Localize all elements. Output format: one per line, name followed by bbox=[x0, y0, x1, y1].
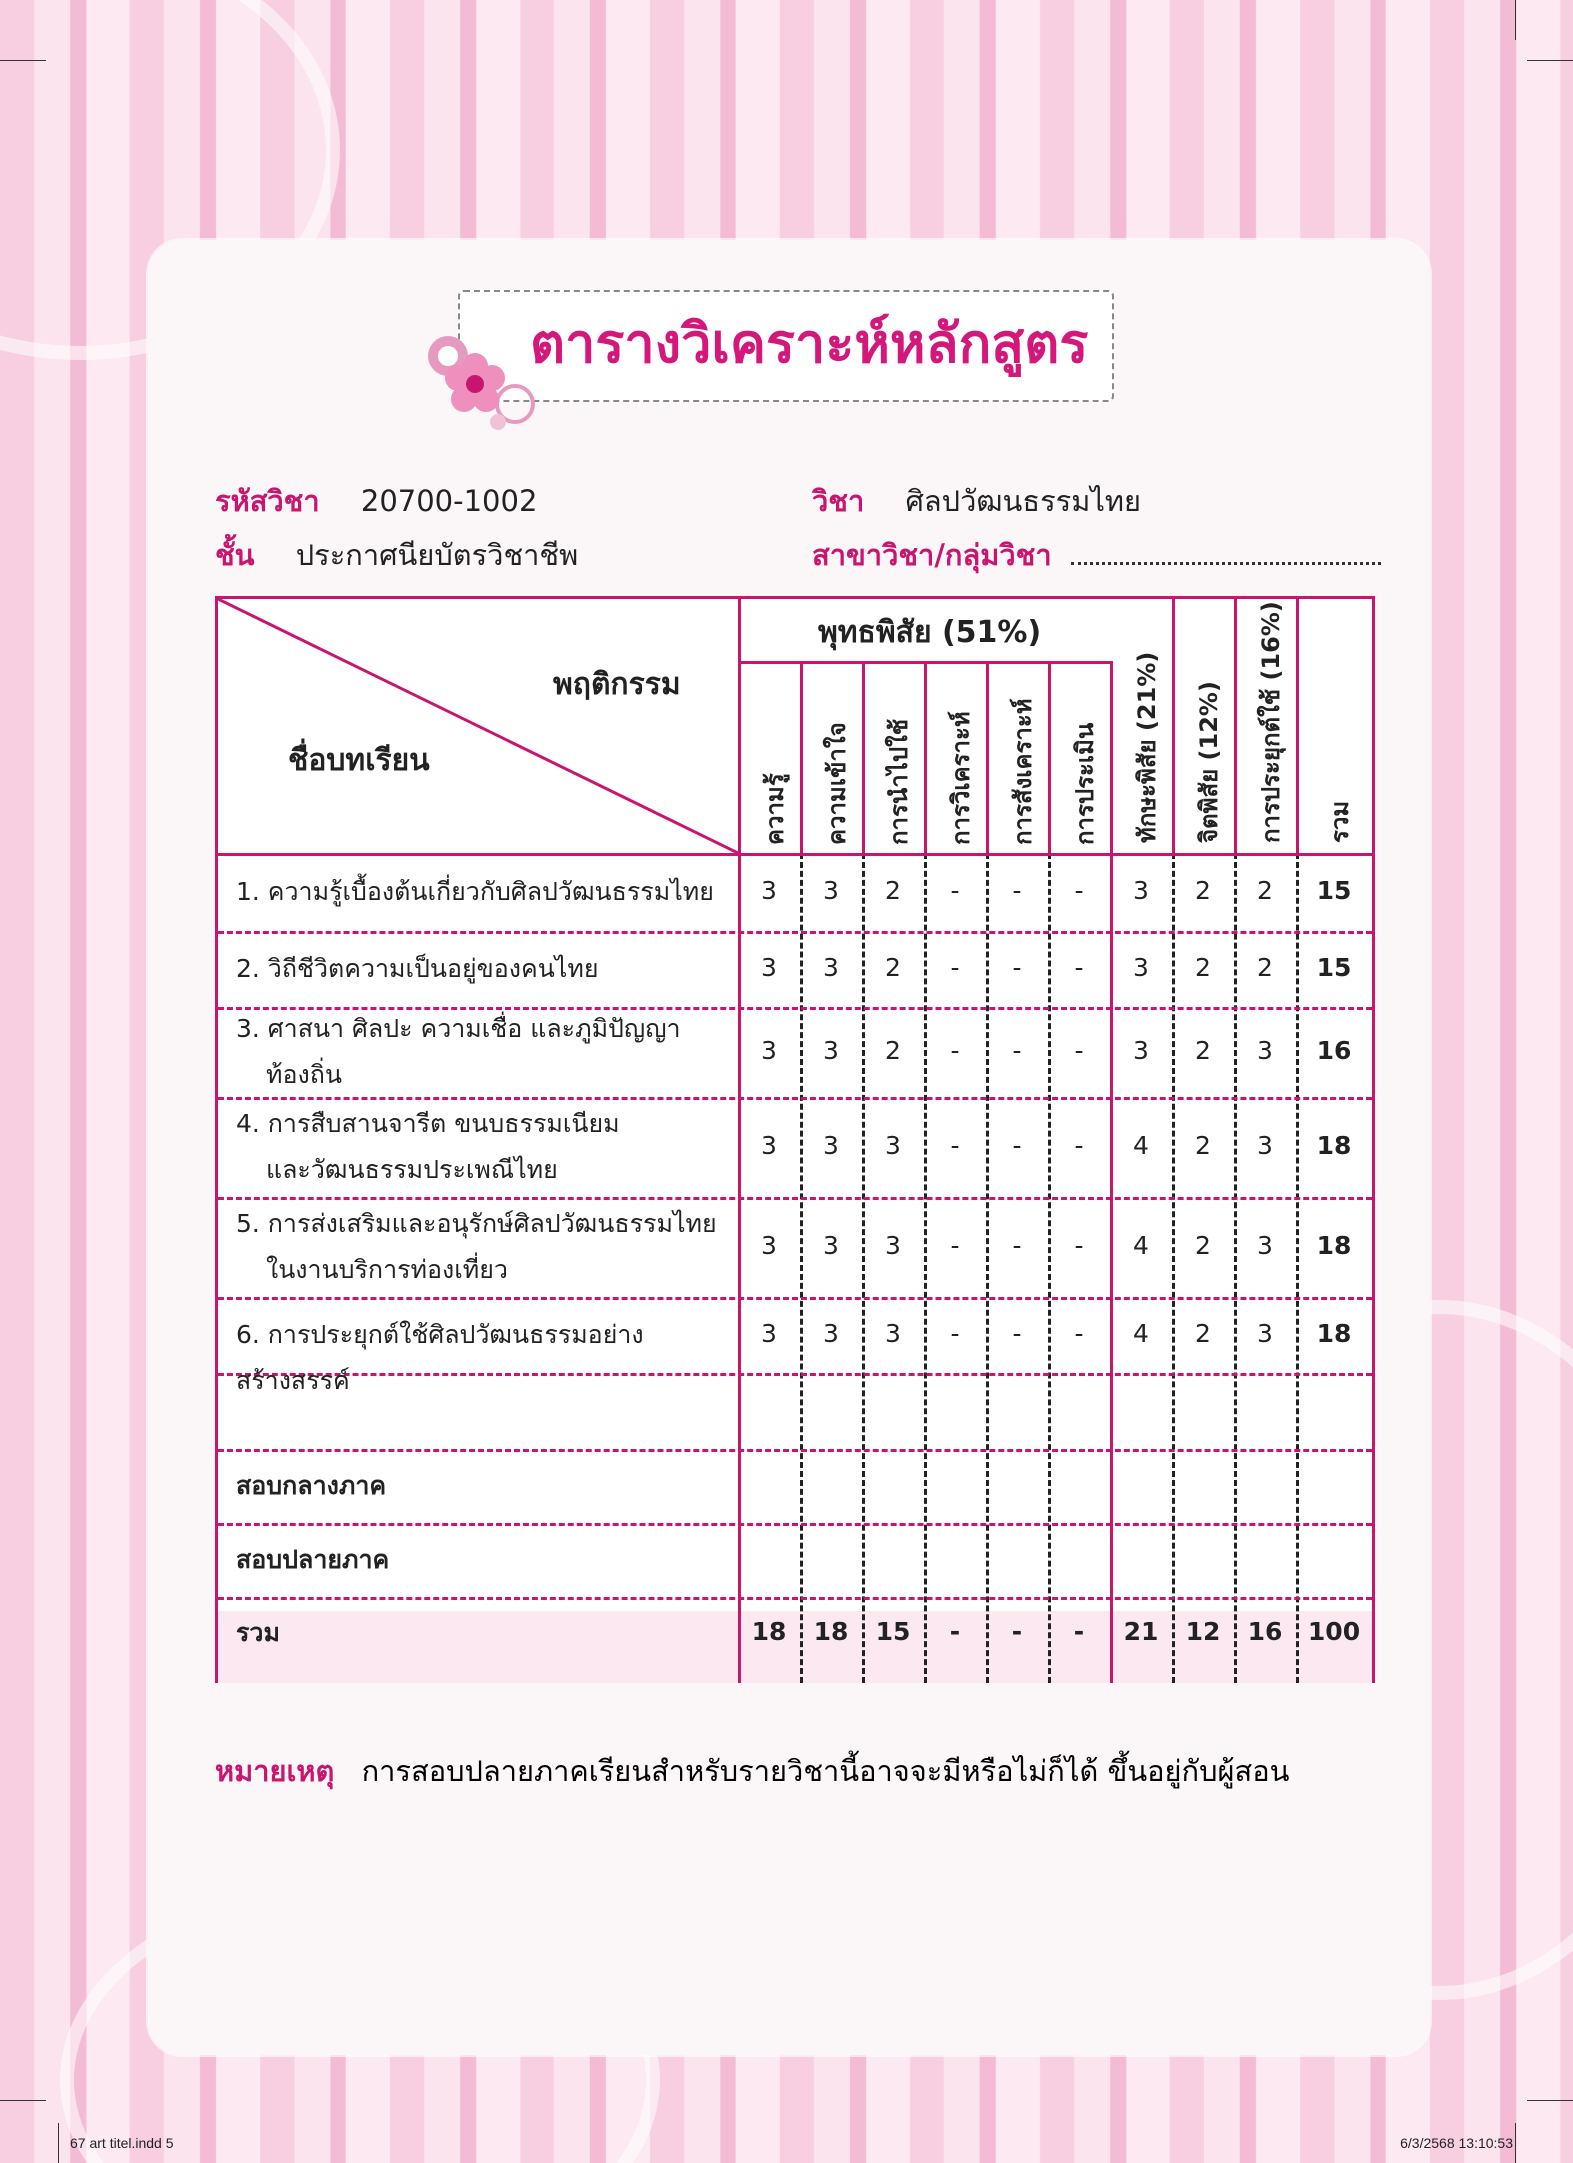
row-divider bbox=[218, 1197, 1372, 1200]
table-cell: 2 bbox=[1257, 953, 1273, 982]
column-divider bbox=[1172, 599, 1175, 853]
table-cell: 3 bbox=[823, 1231, 839, 1260]
group-divider bbox=[738, 661, 1110, 664]
table-cell: - bbox=[1074, 1231, 1084, 1260]
column-divider bbox=[1296, 853, 1299, 1683]
crop-mark bbox=[1515, 2123, 1516, 2163]
lesson-name-line: และวัฒนธรรมประเพณีไทย bbox=[266, 1155, 558, 1184]
course-code-value: 20700-1002 bbox=[360, 484, 538, 518]
lesson-name bbox=[236, 869, 736, 915]
table-cell: 18 bbox=[1316, 1231, 1352, 1260]
column-header: รวม bbox=[1326, 800, 1354, 843]
note-text: การสอบปลายภาคเรียนสำหรับรายวิชานี้อาจจะมีหรือไม่ก็ได้ ขึ้นอยู่กับผู้สอน bbox=[361, 1754, 1290, 1788]
column-divider bbox=[1110, 661, 1113, 853]
column-header: การสังเคราะห์ bbox=[1009, 698, 1037, 845]
table-cell: 3 bbox=[823, 876, 839, 905]
lesson-name-line: ท้องถิ่น bbox=[266, 1060, 342, 1089]
course-code-label: รหัสวิชา bbox=[215, 484, 320, 518]
table-cell: - bbox=[1074, 1319, 1084, 1348]
column-divider bbox=[1048, 661, 1051, 853]
table-cell: 3 bbox=[885, 1319, 901, 1348]
page-title: ตารางวิเคราะห์หลักสูตร bbox=[530, 312, 1089, 375]
branch-blank-line bbox=[1071, 553, 1381, 565]
column-header: การนำไปใช้ bbox=[885, 718, 913, 845]
table-cell: 4 bbox=[1133, 1231, 1149, 1260]
flower-icon bbox=[420, 326, 540, 436]
column-divider bbox=[924, 661, 927, 853]
table-cell: 18 bbox=[1316, 1319, 1352, 1348]
table-cell: 15 bbox=[1316, 953, 1352, 982]
subject-value: ศิลปวัฒนธรรมไทย bbox=[905, 484, 1142, 518]
lesson-name-line: 5. การส่งเสริมและอนุรักษ์ศิลปวัฒนธรรมไทย bbox=[236, 1209, 717, 1238]
column-header: ความรู้ bbox=[761, 773, 789, 845]
table-cell: 3 bbox=[1257, 1231, 1273, 1260]
table-cell: 3 bbox=[1133, 876, 1149, 905]
table-cell: - bbox=[1074, 1131, 1084, 1160]
table-cell: - bbox=[1012, 876, 1022, 905]
table-cell: 100 bbox=[1307, 1617, 1361, 1646]
lesson-header: ชื่อบทเรียน bbox=[288, 743, 430, 778]
header-diagonal bbox=[218, 599, 738, 853]
note-label: หมายเหตุ bbox=[215, 1754, 335, 1788]
table-cell: 2 bbox=[1195, 876, 1211, 905]
table-cell: 2 bbox=[885, 953, 901, 982]
file-slug: 67 art titel.indd 5 bbox=[70, 2135, 174, 2151]
table-cell: 2 bbox=[1195, 1319, 1211, 1348]
column-header: การวิเคราะห์ bbox=[947, 711, 975, 845]
final-label: สอบปลายภาค bbox=[236, 1545, 390, 1574]
course-code bbox=[215, 478, 537, 524]
table-cell: 16 bbox=[1247, 1617, 1283, 1646]
table-cell: 2 bbox=[885, 1036, 901, 1065]
lesson-name-line: 3. ศาสนา ศิลปะ ความเชื่อ และภูมิปัญญา bbox=[236, 1014, 681, 1043]
table-cell: 3 bbox=[1257, 1319, 1273, 1348]
branch-label: สาขาวิชา/กลุ่มวิชา bbox=[812, 538, 1052, 572]
table-cell: 16 bbox=[1316, 1036, 1352, 1065]
column-header: ความเข้าใจ bbox=[823, 722, 851, 845]
table-cell: 18 bbox=[751, 1617, 787, 1646]
crop-mark bbox=[58, 2123, 59, 2163]
table-cell: 3 bbox=[1133, 953, 1149, 982]
table-cell: - bbox=[1012, 1319, 1022, 1348]
table-cell: 3 bbox=[761, 1231, 777, 1260]
table-cell: 3 bbox=[823, 953, 839, 982]
midterm-label: สอบกลางภาค bbox=[236, 1471, 387, 1500]
table-cell: 3 bbox=[761, 876, 777, 905]
table-cell: - bbox=[950, 876, 960, 905]
table-cell: 2 bbox=[1195, 1036, 1211, 1065]
curriculum-table bbox=[215, 596, 1375, 1683]
subject-label: วิชา bbox=[812, 484, 865, 518]
row-divider bbox=[218, 1597, 1372, 1600]
column-header: การประยุกต์ใช้ (16%) bbox=[1257, 601, 1285, 843]
column-divider bbox=[800, 661, 803, 853]
column-header: จิตพิสัย (12%) bbox=[1195, 681, 1223, 843]
table-cell: 2 bbox=[1195, 1131, 1211, 1160]
crop-mark bbox=[0, 60, 46, 61]
crop-mark bbox=[1527, 2100, 1573, 2101]
table-cell: 3 bbox=[1257, 1036, 1273, 1065]
crop-mark bbox=[1515, 0, 1516, 40]
column-divider bbox=[862, 661, 865, 853]
table-cell: - bbox=[950, 953, 960, 982]
table-cell: - bbox=[1012, 1231, 1022, 1260]
level-value: ประกาศนียบัตรวิชาชีพ bbox=[295, 538, 579, 572]
branch bbox=[812, 532, 1381, 578]
table-cell: - bbox=[1012, 1036, 1022, 1065]
cognitive-group-header: พุทธพิสัย (51%) bbox=[818, 615, 1042, 650]
column-divider bbox=[1234, 599, 1237, 853]
table-cell: - bbox=[1074, 876, 1084, 905]
table-cell: - bbox=[950, 1231, 960, 1260]
header-divider bbox=[218, 853, 1372, 856]
table-cell: 2 bbox=[1195, 953, 1211, 982]
table-cell: 3 bbox=[1133, 1036, 1149, 1065]
table-cell: 15 bbox=[875, 1617, 911, 1646]
lesson-name bbox=[236, 946, 736, 992]
table-cell: 3 bbox=[1257, 1131, 1273, 1160]
column-divider bbox=[986, 661, 989, 853]
lesson-name bbox=[236, 1006, 736, 1098]
table-cell: 18 bbox=[813, 1617, 849, 1646]
table-cell: 3 bbox=[761, 1319, 777, 1348]
crop-mark bbox=[0, 2100, 46, 2101]
lesson-name-line: ในงานบริการท่องเที่ยว bbox=[266, 1255, 508, 1284]
column-divider bbox=[738, 599, 741, 853]
table-cell: 18 bbox=[1316, 1131, 1352, 1160]
table-cell: 3 bbox=[823, 1036, 839, 1065]
table-cell: 4 bbox=[1133, 1131, 1149, 1160]
lesson-name-line: 2. วิถีชีวิตความเป็นอยู่ของคนไทย bbox=[236, 954, 599, 983]
table-cell: - bbox=[950, 1131, 960, 1160]
table-cell: 2 bbox=[1195, 1231, 1211, 1260]
table-cell: 3 bbox=[823, 1131, 839, 1160]
table-cell: 2 bbox=[885, 876, 901, 905]
table-cell: 15 bbox=[1316, 876, 1352, 905]
level bbox=[215, 532, 578, 578]
row-divider bbox=[218, 1523, 1372, 1526]
table-cell: 3 bbox=[761, 1036, 777, 1065]
column-divider bbox=[1296, 599, 1299, 853]
lesson-name bbox=[236, 1312, 736, 1404]
column-header: การประเมิน bbox=[1071, 722, 1099, 845]
table-cell: - bbox=[1074, 1036, 1084, 1065]
row-divider bbox=[218, 1449, 1372, 1452]
table-cell: 2 bbox=[1257, 876, 1273, 905]
date-slug: 6/3/2568 13:10:53 bbox=[1400, 2135, 1513, 2151]
table-cell: 3 bbox=[761, 1131, 777, 1160]
table-cell: - bbox=[1012, 953, 1022, 982]
table-cell: 3 bbox=[761, 953, 777, 982]
crop-mark bbox=[1527, 60, 1573, 61]
table-cell: 3 bbox=[823, 1319, 839, 1348]
subject bbox=[812, 478, 1141, 524]
table-cell: - bbox=[949, 1617, 961, 1646]
lesson-name-line: 4. การสืบสานจารีต ขนบธรรมเนียม bbox=[236, 1109, 620, 1138]
table-cell: - bbox=[1012, 1131, 1022, 1160]
lesson-name-line: 6. การประยุกต์ใช้ศิลปวัฒนธรรมอย่างสร้างสรรค์ bbox=[236, 1320, 644, 1395]
total-label: รวม bbox=[236, 1618, 280, 1647]
behavior-header: พฤติกรรม bbox=[553, 667, 681, 702]
table-cell: 3 bbox=[885, 1131, 901, 1160]
lesson-name bbox=[236, 1201, 736, 1293]
table-cell: 21 bbox=[1123, 1617, 1159, 1646]
table-cell: - bbox=[950, 1036, 960, 1065]
table-cell: 12 bbox=[1185, 1617, 1221, 1646]
lesson-name-line: 1. ความรู้เบื้องต้นเกี่ยวกับศิลปวัฒนธรรมไทย bbox=[236, 877, 714, 906]
table-cell: - bbox=[1074, 953, 1084, 982]
table-cell: - bbox=[1073, 1617, 1085, 1646]
level-label: ชั้น bbox=[215, 538, 255, 572]
column-header: ทักษะพิสัย (21%) bbox=[1133, 651, 1161, 843]
row-divider bbox=[218, 1297, 1372, 1300]
lesson-name bbox=[236, 1101, 736, 1193]
row-divider bbox=[218, 931, 1372, 934]
table-cell: 3 bbox=[885, 1231, 901, 1260]
table-cell: 4 bbox=[1133, 1319, 1149, 1348]
table-cell: - bbox=[950, 1319, 960, 1348]
table-cell: - bbox=[1011, 1617, 1023, 1646]
footnote bbox=[215, 1748, 1289, 1794]
